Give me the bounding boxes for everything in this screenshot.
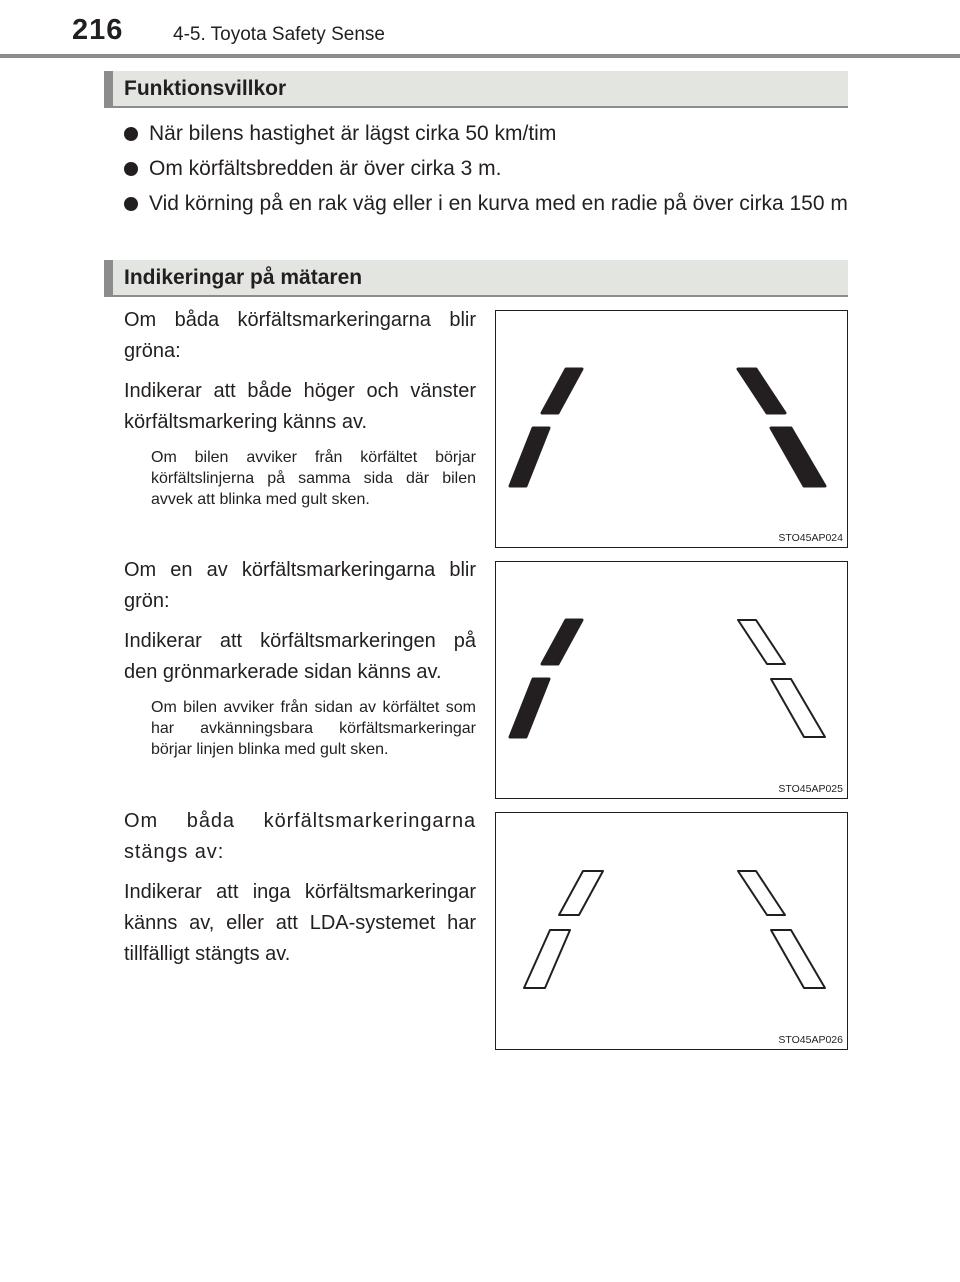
bullet-icon xyxy=(124,127,138,141)
indicator-heading: Om båda körfältsmarkeringarna blir gröna: xyxy=(124,309,476,362)
right-lane-mark-lower xyxy=(771,930,825,988)
page-header xyxy=(0,0,960,60)
left-lane-mark-lower xyxy=(524,930,570,988)
list-item-text: Vid körning på en rak väg eller i en kurva med en radie på över cirka 150 m xyxy=(149,192,848,215)
indicator-body: Indikerar att både höger och vänster körfältsmarkering känns av. xyxy=(124,380,476,433)
list-item xyxy=(124,118,848,150)
indicator-body: Indikerar att körfältsmarkeringen på den grönmarkerade sidan känns av. xyxy=(124,630,476,683)
bullet-icon xyxy=(124,162,138,176)
bullet-icon xyxy=(124,197,138,211)
right-lane-mark-lower xyxy=(771,679,825,737)
right-lane-mark-upper xyxy=(738,620,785,664)
lane-indicator-figure-2 xyxy=(495,561,848,799)
figure-code: STO45AP025 xyxy=(778,783,843,795)
figure-code: STO45AP024 xyxy=(778,532,843,544)
list-item xyxy=(124,188,848,220)
left-lane-mark-lower xyxy=(510,679,549,737)
indicator-heading: Om båda körfältsmarkeringarna stängs av: xyxy=(124,810,476,863)
indicator-note: Om bilen avviker från körfältet börjar körfältslinjerna på samma sida där bilen avvek att blinka med gult sken. xyxy=(151,449,476,508)
left-lane-mark-upper xyxy=(542,369,582,413)
list-item-text: Om körfältsbredden är över cirka 3 m. xyxy=(149,157,502,180)
indicator-heading: Om en av körfältsmarkeringarna blir grön: xyxy=(124,559,476,612)
conditions-heading-label: Funktionsvillkor xyxy=(124,77,287,100)
indicators-heading-label: Indikeringar på mätaren xyxy=(124,266,363,289)
list-item-text: När bilens hastighet är lägst cirka 50 km/tim xyxy=(149,122,557,145)
lane-indicator-figure-1 xyxy=(495,310,848,548)
conditions-list xyxy=(124,118,848,223)
right-lane-mark-upper xyxy=(738,871,785,915)
indicator-description-2 xyxy=(124,555,476,760)
left-lane-mark-upper xyxy=(542,620,582,664)
lane-marks-illustration xyxy=(496,813,849,1051)
left-lane-mark-lower xyxy=(510,428,549,486)
indicator-body: Indikerar att inga körfältsmarkeringar känns av, eller att LDA-systemet har tillfälligt stängts av. xyxy=(124,881,476,965)
lane-marks-illustration xyxy=(496,562,849,800)
lane-indicator-figure-3 xyxy=(495,812,848,1050)
indicator-note: Om bilen avviker från sidan av körfältet som har avkänningsbara körfältsmarkeringar börjar linjen blinka med gult sken. xyxy=(151,699,476,758)
list-item xyxy=(124,153,848,185)
figure-code: STO45AP026 xyxy=(778,1034,843,1046)
indicators-heading xyxy=(104,260,848,297)
indicator-description-3 xyxy=(124,806,476,979)
heading-accent xyxy=(104,260,113,295)
chapter-title: 4-5. Toyota Safety Sense xyxy=(173,24,385,45)
left-lane-mark-upper xyxy=(559,871,603,915)
page-number: 216 xyxy=(72,14,124,46)
heading-accent xyxy=(104,71,113,106)
conditions-heading xyxy=(104,71,848,108)
right-lane-mark-upper xyxy=(738,369,785,413)
lane-marks-illustration xyxy=(496,311,849,549)
indicator-description-1 xyxy=(124,305,476,510)
header-rule xyxy=(0,54,960,58)
right-lane-mark-lower xyxy=(771,428,825,486)
